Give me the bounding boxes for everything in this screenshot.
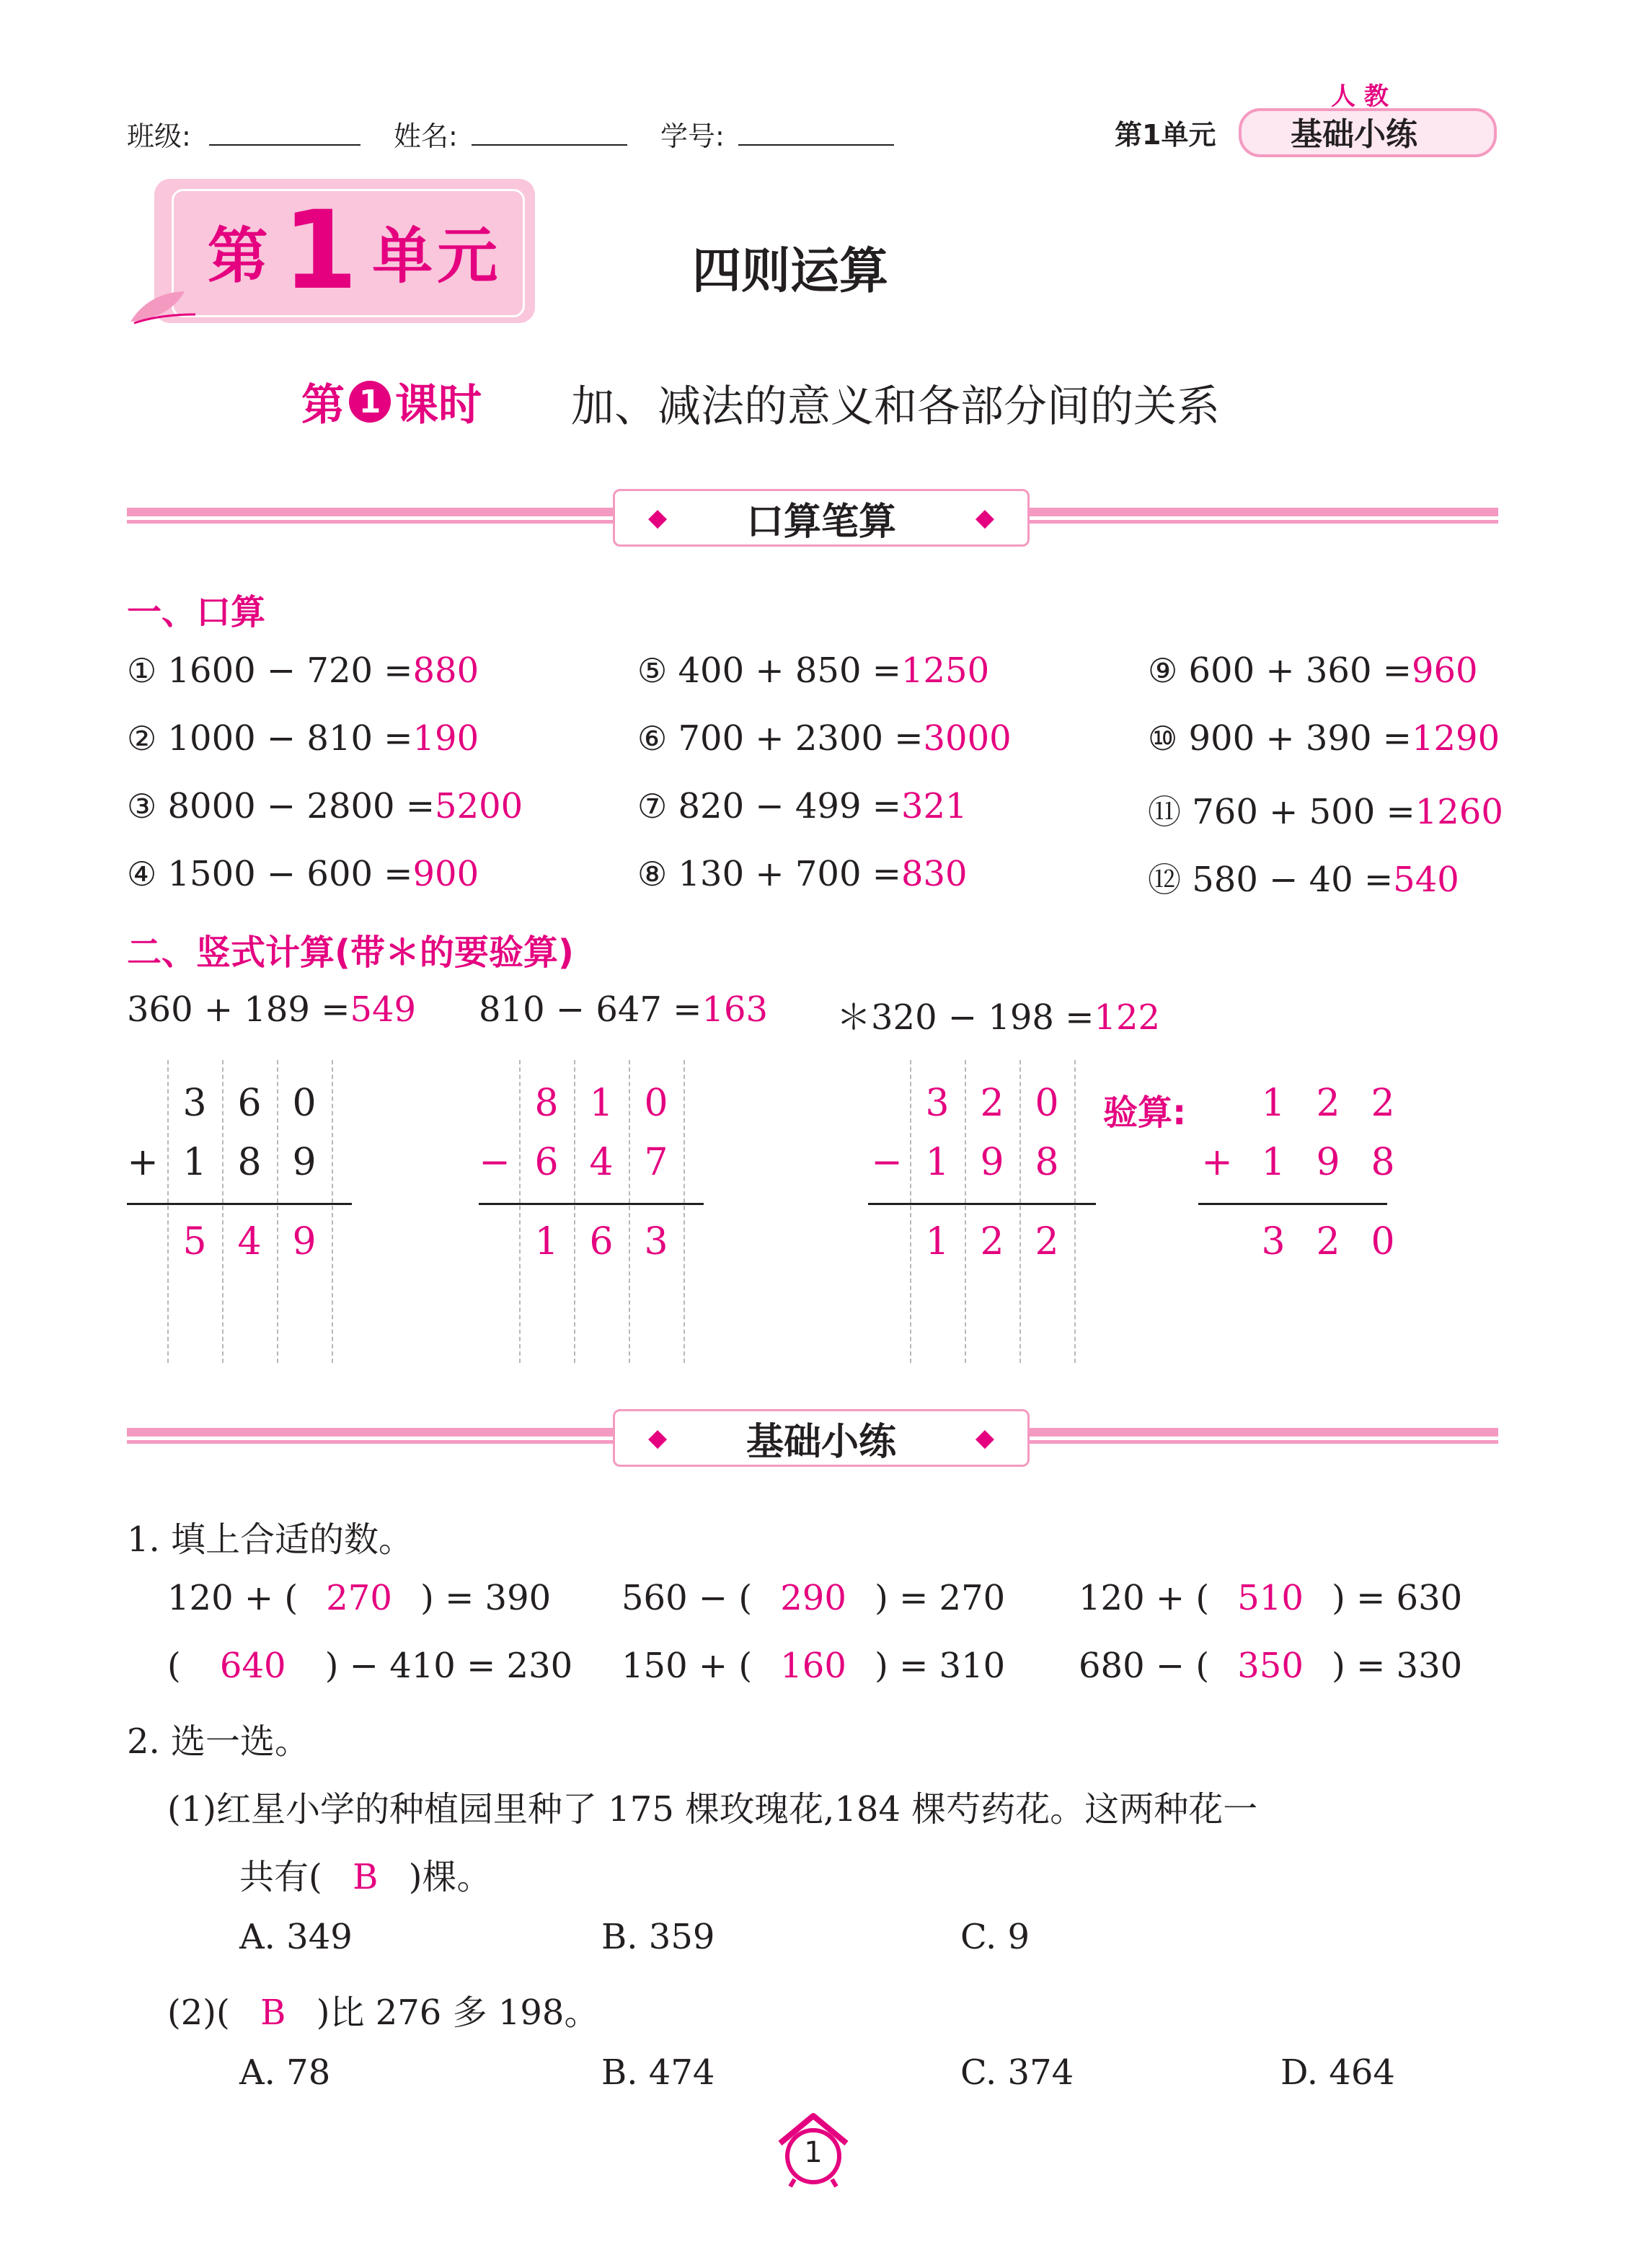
lesson-title: 加、减法的意义和各部分间的关系 <box>571 381 1220 432</box>
name-field[interactable] <box>472 144 627 146</box>
unit-title: 四则运算 <box>692 243 889 300</box>
calc-operator: − <box>871 1141 903 1184</box>
calc-digit: 3 <box>182 1082 207 1125</box>
oral-item: ⑥ 700 + 2300 =3000 <box>637 718 1012 759</box>
calc-digit: 8 <box>534 1082 559 1125</box>
check-result-digit: 3 <box>1261 1220 1286 1263</box>
oral-item: ⑦ 820 − 499 =321 <box>637 786 968 826</box>
calc-rule <box>868 1203 1096 1205</box>
fill-blank: 120 + ( 510 ) = 630 <box>1079 1578 1463 1618</box>
calc-digit: 0 <box>644 1082 668 1125</box>
diamond-icon: ◆ <box>975 1424 994 1452</box>
diamond-icon: ◆ <box>648 503 668 532</box>
oral-item: ③ 8000 − 2800 =5200 <box>127 786 523 826</box>
q2-sub1-answer-line: 共有( B )棵。 <box>239 1857 492 1897</box>
vertical-problem: 360 + 189 =549 <box>127 989 417 1030</box>
page-number: 1 <box>804 2136 823 2169</box>
section-title: 基础小练 <box>746 1420 896 1464</box>
oral-item: ⑨ 600 + 360 =960 <box>1148 650 1478 691</box>
unit-number: 1 <box>282 188 363 314</box>
calc-result-digit: 3 <box>644 1220 668 1263</box>
calc-result-digit: 4 <box>237 1220 262 1263</box>
check-result-digit: 2 <box>1316 1220 1340 1263</box>
id-field[interactable] <box>738 144 894 146</box>
option: B. 359 <box>601 1917 715 1957</box>
q2-sub1-text: (1)红星小学的种植园里种了 175 棵玫瑰花,184 棵芍药花。这两种花一 <box>167 1789 1258 1830</box>
vertical-problem: 810 − 647 =163 <box>479 989 769 1030</box>
grid-line <box>1074 1060 1076 1363</box>
check-digit: 1 <box>1261 1141 1286 1184</box>
lesson-label <box>301 371 482 433</box>
calc-digit: 1 <box>589 1082 614 1125</box>
calc-result-digit: 6 <box>589 1220 614 1263</box>
calc-result-digit: 1 <box>925 1220 950 1263</box>
check-rule <box>1198 1203 1387 1205</box>
oral-item: ⑤ 400 + 850 =1250 <box>637 650 990 691</box>
calc-result-digit: 9 <box>292 1220 317 1263</box>
q2-sub2-line: (2)( B )比 276 多 198。 <box>167 1993 599 2033</box>
brand-name: 基础小练 <box>1291 116 1417 153</box>
calc-operator: − <box>479 1141 510 1184</box>
calc-result-digit: 2 <box>1035 1220 1059 1263</box>
section-title-box <box>613 489 1030 547</box>
check-label: 验算: <box>1103 1093 1187 1133</box>
check-digit: 8 <box>1371 1141 1395 1184</box>
unit-tag: 第1单元 <box>1115 119 1216 151</box>
oral-item: ⑧ 130 + 700 =830 <box>637 854 968 894</box>
class-label: 班级: <box>127 120 191 152</box>
option: C. 374 <box>960 2052 1074 2093</box>
oral-item: ⑪ 760 + 500 =1260 <box>1148 792 1503 832</box>
option: A. 78 <box>239 2052 331 2093</box>
fill-blank: 680 − ( 350 ) = 330 <box>1079 1646 1463 1686</box>
option: C. 9 <box>960 1917 1030 1957</box>
check-result-digit: 0 <box>1371 1220 1395 1263</box>
part1-heading: 一、口算 <box>127 592 266 632</box>
check-digit: 9 <box>1316 1141 1340 1184</box>
check-digit: 1 <box>1261 1082 1286 1125</box>
oral-item: ④ 1500 − 600 =900 <box>127 854 479 894</box>
option: D. 464 <box>1280 2052 1395 2093</box>
brand-top: 人 教 <box>1331 82 1389 111</box>
calc-result-digit: 2 <box>980 1220 1004 1263</box>
calc-digit: 8 <box>237 1141 262 1184</box>
leaf-icon <box>127 286 199 329</box>
calc-digit: 6 <box>534 1141 559 1184</box>
oral-item: ⑩ 900 + 390 =1290 <box>1148 718 1500 759</box>
name-label: 姓名: <box>394 120 458 152</box>
diamond-icon: ◆ <box>975 503 994 532</box>
calc-operator: + <box>127 1141 159 1184</box>
q2-title: 2. 选一选。 <box>127 1721 310 1762</box>
calc-digit: 3 <box>925 1082 950 1125</box>
oral-item: ① 1600 − 720 =880 <box>127 650 479 691</box>
calc-result-digit: 1 <box>534 1220 559 1263</box>
fill-blank: 120 + ( 270 ) = 390 <box>167 1578 552 1618</box>
calc-rule <box>479 1203 704 1205</box>
grid-line <box>332 1060 333 1363</box>
class-field[interactable] <box>209 144 360 146</box>
calc-digit: 7 <box>644 1141 668 1184</box>
option: A. 349 <box>239 1917 353 1957</box>
lesson-prefix: 第 <box>301 380 345 431</box>
oral-item: ⑫ 580 − 40 =540 <box>1148 860 1459 900</box>
calc-digit: 9 <box>980 1141 1004 1184</box>
part2-heading: 二、竖式计算(带＊的要验算) <box>127 932 574 973</box>
calc-digit: 2 <box>980 1082 1004 1125</box>
check-digit: 2 <box>1371 1082 1395 1125</box>
lesson-number: 1 <box>349 381 391 423</box>
grid-line <box>684 1060 685 1363</box>
unit-suffix: 单元 <box>372 220 503 291</box>
calc-rule <box>127 1203 352 1205</box>
calc-digit: 6 <box>237 1082 262 1125</box>
check-operator: + <box>1201 1141 1233 1184</box>
check-digit: 2 <box>1316 1082 1340 1125</box>
fill-blank: ( 640 ) − 410 = 230 <box>167 1646 573 1686</box>
lesson-suffix: 课时 <box>395 380 482 431</box>
diamond-icon: ◆ <box>648 1424 668 1452</box>
calc-digit: 0 <box>292 1082 317 1125</box>
calc-result-digit: 5 <box>182 1220 207 1263</box>
calc-digit: 8 <box>1035 1141 1059 1184</box>
calc-digit: 1 <box>182 1141 207 1184</box>
unit-heading <box>189 189 521 313</box>
q1-title: 1. 填上合适的数。 <box>127 1519 414 1560</box>
calc-digit: 4 <box>589 1141 614 1184</box>
id-label: 学号: <box>660 120 725 152</box>
fill-blank: 560 − ( 290 ) = 270 <box>621 1578 1006 1618</box>
oral-item: ② 1000 − 810 =190 <box>127 718 479 759</box>
section-title: 口算笔算 <box>746 500 896 544</box>
calc-digit: 9 <box>292 1141 317 1184</box>
section-title-box <box>613 1409 1030 1467</box>
fill-blank: 150 + ( 160 ) = 310 <box>621 1646 1006 1686</box>
calc-digit: 1 <box>925 1141 950 1184</box>
calc-digit: 0 <box>1035 1082 1059 1125</box>
option: B. 474 <box>601 2052 715 2093</box>
vertical-problem: ＊320 − 198 =122 <box>836 997 1161 1038</box>
unit-prefix: 第 <box>207 220 273 291</box>
